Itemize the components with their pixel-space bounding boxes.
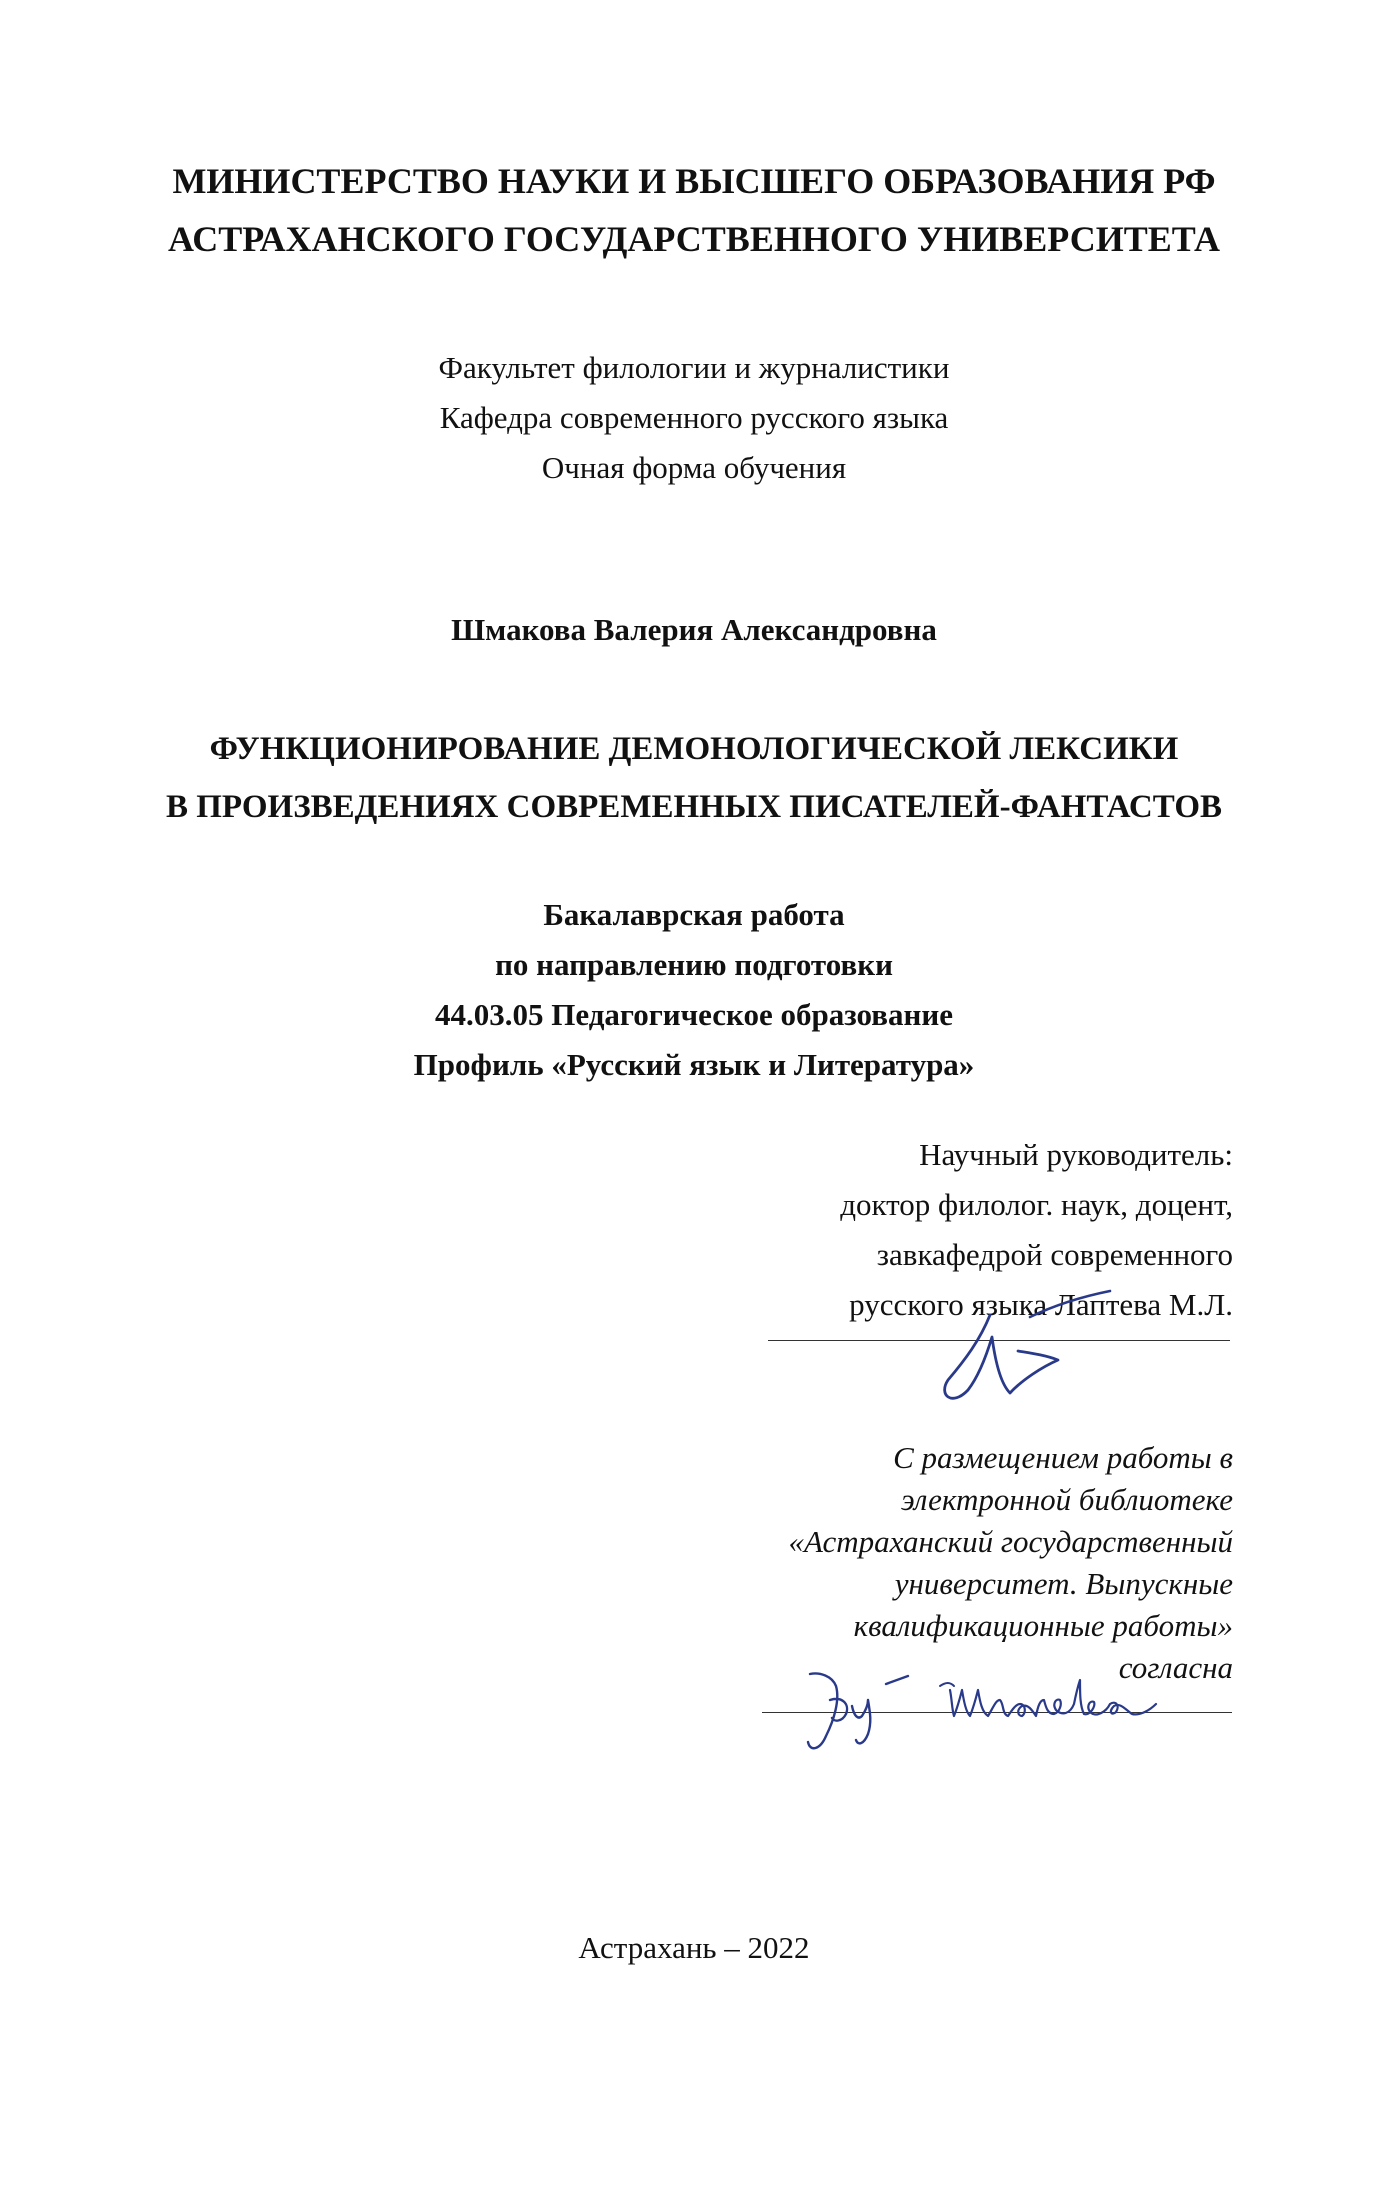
consent-line-1: С размещением работы в — [893, 1440, 1233, 1475]
work-direction-label: по направлению подготовки — [495, 947, 893, 982]
department-name: Кафедра современного русского языка — [439, 400, 949, 435]
thesis-title-line-1: ФУНКЦИОНИРОВАНИЕ ДЕМОНОЛОГИЧЕСКОЙ ЛЕКСИКИ — [209, 731, 1179, 767]
handwritten-signature-icon — [930, 1285, 1120, 1415]
consent-line-6: согласна — [1118, 1650, 1233, 1685]
work-type: Бакалаврская работа — [543, 897, 845, 932]
consent-line-3: «Астраханский государственный — [788, 1524, 1233, 1559]
consent-line-2: электронной библиотеке — [901, 1482, 1233, 1517]
supervisor-label: Научный руководитель: — [919, 1137, 1233, 1172]
work-profile: Профиль «Русский язык и Литература» — [413, 1047, 975, 1082]
consent-line-5: квалификационные работы» — [853, 1608, 1233, 1643]
consent-line-4: университет. Выпускные — [894, 1566, 1233, 1601]
work-direction-code: 44.03.05 Педагогическое образование — [435, 997, 953, 1032]
ministry-line-1: МИНИСТЕРСТВО НАУКИ И ВЫСШЕГО ОБРАЗОВАНИЯ РФ — [172, 161, 1216, 201]
thesis-title-line-2: В ПРОИЗВЕДЕНИЯХ СОВРЕМЕННЫХ ПИСАТЕЛЕЙ-ФАНТАСТОВ — [166, 789, 1222, 825]
study-form: Очная форма обучения — [541, 450, 847, 485]
thesis-title — [0, 720, 1388, 836]
city-year: Астрахань – 2022 — [578, 1930, 810, 1965]
ministry-line-2: АСТРАХАНСКОГО ГОСУДАРСТВЕННОГО УНИВЕРСИТЕТА — [168, 219, 1220, 259]
author-name: Шмакова Валерия Александровна — [451, 612, 937, 647]
library-consent-block — [789, 1437, 1233, 1689]
faculty-name: Факультет филологии и журналистики — [438, 350, 950, 385]
supervisor-position: завкафедрой современного — [876, 1237, 1233, 1272]
handwritten-signature-icon — [790, 1660, 1210, 1760]
ministry-header — [0, 152, 1388, 268]
work-type-block — [0, 890, 1388, 1090]
supervisor-degree: доктор филолог. наук, доцент, — [840, 1187, 1233, 1222]
faculty-block — [0, 343, 1388, 493]
supervisor-name: русского языка Лаптева М.Л. — [849, 1287, 1233, 1322]
